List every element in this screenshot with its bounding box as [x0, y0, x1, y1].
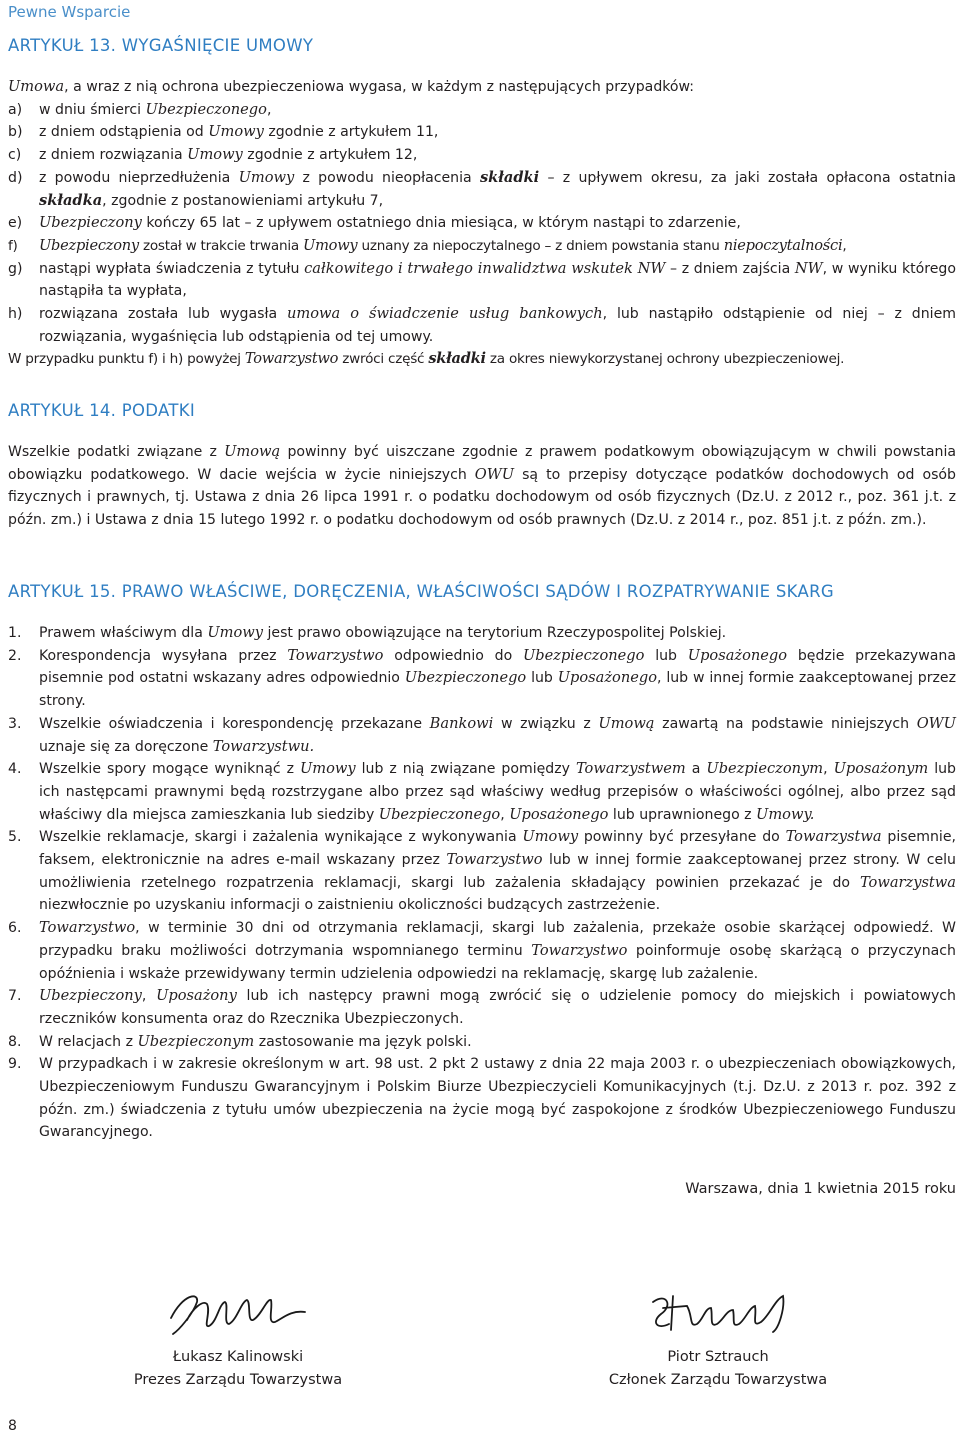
article-13-intro: Umowa, a wraz z nią ochrona ubezpieczeniowa wygasa, w każdym z następujących przypadków: [8, 78, 695, 95]
page-number: 8 [8, 1418, 17, 1434]
article-13-body [8, 76, 956, 371]
article-14-heading: ARTYKUŁ 14. PODATKI [8, 401, 195, 420]
list-item: 5. Wszelkie reklamacje, skargi i zażalenia wynikające z wykonywania Umowy powinny być przesyłane do Towarzystwa pisemnie, faksem, elektronicznie na adres e-mail wskazany przez Towarzystwo lub w innej formie zaakceptowanej przez strony. W celu umożliwienia rzetelnego rozpatrzenia reklamacji, skargi lub zażalenia składający powinien przekazać je do Towarzystwa niezwłocznie po uzyskaniu informacji o zaistnieniu okoliczności budzących zastrzeżenie. [8, 828, 956, 914]
article-15-heading: ARTYKUŁ 15. PRAWO WŁAŚCIWE, DORĘCZENIA, WŁAŚCIWOŚCI SĄDÓW I ROZPATRYWANIE SKARG [8, 582, 834, 601]
list-item: d) z powodu nieprzedłużenia Umowy z powodu nieopłacenia składki – z upływem okresu, za jaki została opłacona ostatnia składka, zgodnie z postanowieniami artykułu 7, [8, 168, 957, 209]
signatory-name: Piotr Sztrauch [667, 1349, 769, 1365]
list-item: g) nastąpi wypłata świadczenia z tytułu całkowitego i trwałego inwalidztwa wskutek NW – z dniem zajścia NW, w wyniku którego nastąpiła ta wypłata, [8, 259, 956, 300]
list-item: 8. W relacjach z Ubezpieczonym zastosowanie ma język polski. [8, 1032, 472, 1050]
list-item: 1. Prawem właściwym dla Umowy jest prawo obowiązujące na terytorium Rzeczypospolitej Polskiej. [8, 624, 727, 641]
article-14-body [8, 441, 956, 532]
list-item: 7. Ubezpieczony, Uposażony lub ich następcy prawni mogą zwrócić się o udzielenie pomocy do miejskich i powiatowych rzeczników konsumenta oraz do Rzecznika Ubezpieczonych. [8, 987, 956, 1027]
article-14-paragraph: Wszelkie podatki związane z Umową powinny być uiszczane zgodnie z prawem podatkowym obowiązującym w chwili powstania obowiązku podatkowego. W dacie wejścia w życie niniejszych OWU są to przepisy dotyczące podatków dochodowych od osób fizycznych i prawnych, tj. Ustawa z dnia 26 lipca 1991 r. o podatku dochodowym od osób fizycznych (Dz.U. z 2012 r., poz. 361 j.t. z późn. zm.) i Ustawa z dnia 15 lutego 1992 r. o podatku dochodowym od osób prawnych (Dz.U. z 2014 r., poz. 851 j.t. z późn. zm.). [8, 443, 957, 529]
list-item: 6. Towarzystwo, w terminie 30 dni od otrzymania reklamacji, skargi lub zażalenia, przekaże osobie skarżącej odpowiedź. W przypadku braku możliwości dotrzymania wspomnianego terminu Towarzystwo poinformuje osobę skarżącą o przyczynach opóźnienia i wskaże przewidywany termin udzielenia odpowiedzi na reklamację, skargę lub zażalenie. [8, 919, 956, 982]
list-item: 3. Wszelkie oświadczenia i korespondencję przekazane Bankowi w związku z Umową zawartą na podstawie niniejszych OWU uznaje się za doręczone Towarzystwu. [8, 714, 956, 755]
list-item: c) z dniem rozwiązania Umowy zgodnie z artykułem 12, [8, 146, 418, 164]
article-15-body [8, 622, 956, 1144]
signatory-role: Członek Zarządu Towarzystwa [608, 1372, 828, 1388]
signatory-name: Łukasz Kalinowski [172, 1349, 304, 1365]
list-item: e) Ubezpieczony kończy 65 lat – z upływem ostatniego dnia miesiąca, w którym nastąpi to zdarzenie, [8, 214, 741, 232]
handwritten-signature [163, 1290, 313, 1340]
article-13-heading: ARTYKUŁ 13. WYGAŚNIĘCIE UMOWY [8, 36, 314, 55]
handwritten-signature [643, 1290, 793, 1340]
signatory-role: Prezes Zarządu Towarzystwa [133, 1372, 343, 1388]
article-13-note: W przypadku punktu f) i h) powyżej Towarzystwo zwróci część składki za okres niewykorzystanej ochrony ubezpieczeniowej. [8, 350, 845, 368]
list-item: f) Ubezpieczony został w trakcie trwania Umowy uznany za niepoczytalnego – z dniem powstania stanu niepoczytalności, [8, 236, 847, 254]
list-item: a) w dniu śmierci Ubezpieczonego, [8, 100, 272, 118]
place-and-date: Warszawa, dnia 1 kwietnia 2015 roku [685, 1181, 956, 1197]
list-item: 4. Wszelkie spory mogące wyniknąć z Umowy lub z nią związane pomiędzy Towarzystwem a Ubezpieczonym, Uposażonym lub ich następcami prawnymi będą rozstrzygane albo przez sąd właściwy według przepisów o właściwości ogólnej, albo przez sąd właściwy dla miejsca zamieszkania lub siedziby Ubezpieczonego, Uposażonego lub uprawnionego z Umowy. [8, 760, 956, 823]
signature-block-president [108, 1290, 368, 1392]
signature-block-member [578, 1290, 858, 1392]
brand-name: Pewne Wsparcie [8, 3, 131, 21]
list-item: h) rozwiązana została lub wygasła umowa o świadczenie usług bankowych, lub nastąpiło odstąpienie od niej – z dniem rozwiązania, wygaśnięcia lub odstąpienia od tej umowy. [8, 305, 956, 345]
list-item: 9. W przypadkach i w zakresie określonym w art. 98 ust. 2 pkt 2 ustawy z dnia 22 maja 2003 r. o ubezpieczeniach obowiązkowych, Ubezpieczeniowym Funduszu Gwarancyjnym i Polskim Biurze Ubezpieczycieli Komunikacyjnych (t.j. Dz.U. z 2013 r. poz. 392 z późn. zm.) świadczenia z tytułu umów ubezpieczenia na życie mogą być zaspokojone z środków Ubezpieczeniowego Funduszu Gwarancyjnego. [8, 1056, 956, 1141]
list-item: b) z dniem odstąpienia od Umowy zgodnie z artykułem 11, [8, 123, 439, 141]
list-item: 2. Korespondencja wysyłana przez Towarzystwo odpowiednio do Ubezpieczonego lub Uposażonego będzie przekazywana pisemnie pod ostatni wskazany adres odpowiednio Ubezpieczonego lub Uposażonego, lub w innej formie zaakceptowanej przez strony. [8, 646, 957, 710]
